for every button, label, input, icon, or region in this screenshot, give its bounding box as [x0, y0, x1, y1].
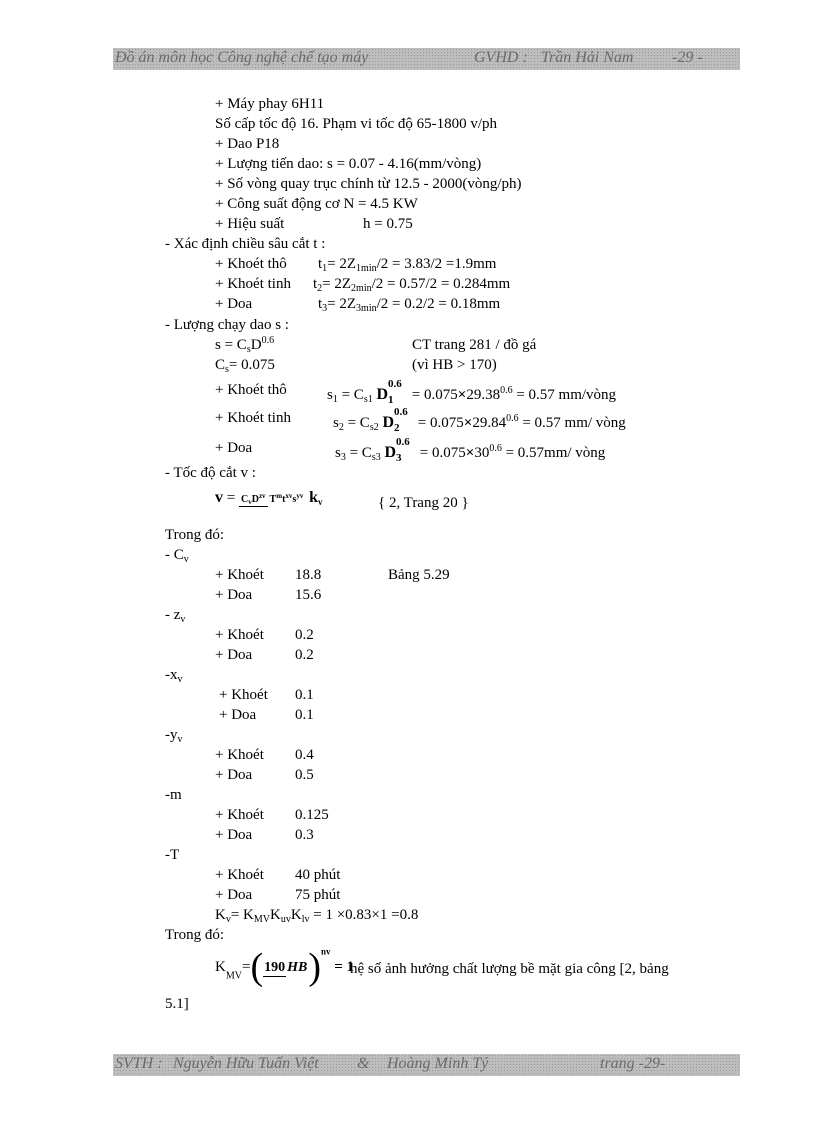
header-gvhd-label: GVHD :	[474, 49, 528, 66]
page-header	[113, 48, 740, 70]
coefficient-value: 75 phút	[295, 887, 341, 903]
coefficient-row: + Doa 0.5	[215, 767, 314, 783]
machine-line: + Số vòng quay trục chính từ 12.5 - 2000(vòng/ph)	[215, 176, 522, 192]
page-footer	[113, 1054, 740, 1076]
footer-student2: Hoàng Minh Tý	[387, 1055, 489, 1072]
coefficient-value: 15.6	[295, 587, 322, 603]
coefficient-heading: $-x_v$	[165, 667, 183, 685]
feed-heading: - Lượng chạy dao s :	[165, 317, 289, 333]
coefficient-row: + Khoét 18.8 Bảng 5.29	[215, 567, 450, 583]
depth-row	[215, 295, 501, 314]
coefficient-row: + Doa 0.1	[219, 707, 314, 723]
machine-line	[215, 215, 413, 233]
depth-row-formula: $t_3= 2Z_{3min}/2 = 0.2/2 = 0.18mm$	[318, 296, 501, 314]
coefficient-row: + Doa 75 phút	[215, 887, 341, 903]
machine-line: + Lượng tiến dao: s = 0.07 - 4.16(mm/vòng)	[215, 156, 482, 172]
trong-do: Trong đó:	[165, 927, 225, 943]
kmv-description-cont: 5.1]	[165, 996, 189, 1012]
depth-row-formula: $t_2= 2Z_{2min}/2 = 0.57/2 = 0.284mm$	[313, 276, 511, 294]
header-page: -29 -	[672, 49, 703, 66]
coefficient-value: 0.5	[295, 767, 314, 783]
coefficient-value: 0.125	[295, 807, 329, 823]
feed-formula: $s = C_sD^{0.6}$ CT trang 281 / đồ gá	[215, 335, 537, 355]
coefficient-heading: - $z_v$	[165, 607, 186, 625]
coefficient-heading: -T	[165, 847, 180, 863]
speed-denominator: $T^mt^{xv}s^{yv}$	[269, 491, 304, 505]
coefficient-value: 0.2	[295, 627, 314, 643]
feed-hb-note: (vì HB > 170)	[412, 357, 497, 373]
footer-svth-label: SVTH :	[115, 1055, 163, 1072]
depth-row	[215, 275, 511, 294]
trong-do: Trong đó:	[165, 527, 225, 543]
coefficient-row: + Khoét 0.2	[215, 627, 314, 643]
footer-student1: Nguyễn Hữu Tuấn Việt	[173, 1055, 319, 1072]
machine-line: + Máy phay 6H11	[215, 96, 325, 112]
hieu-suat-label: + Hiệu suất	[215, 216, 285, 232]
machine-line: + Dao P18	[215, 136, 280, 152]
coefficient-value: 40 phút	[295, 867, 341, 883]
coefficient-heading: - $C_v$	[165, 547, 189, 565]
header-title: Đồ án môn học Công nghệ chế tạo máy	[115, 49, 369, 66]
depth-row-label: + Doa	[215, 296, 253, 312]
hieu-suat-value: h = 0.75	[363, 216, 413, 232]
depth-row	[215, 255, 497, 274]
footer-amp: &	[357, 1055, 370, 1072]
depth-row-label: + Khoét tinh	[215, 276, 291, 292]
coefficient-heading: $-y_v$	[165, 727, 183, 745]
coefficient-row: + Doa 0.3	[215, 827, 314, 843]
coefficient-value: 0.4	[295, 747, 314, 763]
coefficient-value: 0.3	[295, 827, 314, 843]
footer-page: trang -29-	[600, 1055, 666, 1072]
feed-ct-ref: CT trang 281 / đồ gá	[412, 337, 537, 353]
kmv-formula: $K_{MV}=(190$ HB)$^{nv}$ = 1 hệ số ảnh hưởng chất lượng bề mặt gia công [2, bảng	[215, 946, 669, 988]
coefficient-row: + Khoét 0.1	[219, 687, 314, 703]
header-gvhd-name: Trần Hải Nam	[541, 49, 634, 66]
coefficient-row: + Khoét 0.4	[215, 747, 314, 763]
machine-line: Số cấp tốc độ 16. Phạm vi tốc độ 65-1800 v/ph	[215, 116, 498, 132]
coefficient-row: + Doa 15.6	[215, 587, 322, 603]
speed-formula: $v = C_vD^{zv}$ $T^mt^{xv}s^{yv}$ $k_v$ { 2, Trang 20 }	[215, 488, 469, 511]
feed-row: + Khoét tinh $s_2 = C_{s2}$ D 0.6 2 = $0.075\times 29.84^{0.6} = 0.57$ mm/ vòng	[215, 406, 626, 434]
coefficient-row: + Khoét 40 phút	[215, 867, 341, 883]
kmv-description: hệ số ảnh hưởng chất lượng bề mặt gia công [2, bảng	[350, 961, 669, 977]
coefficient-row: + Doa 0.2	[215, 647, 314, 663]
feed-cs: $C_s= 0.075$ (vì HB > 170)	[215, 357, 497, 375]
speed-ref: { 2, Trang 20 }	[378, 495, 469, 511]
feed-row: + Doa $s_3 = C_{s3}$ D 0.6 3 = $0.075\times 30^{0.6} = 0.57mm/$ vòng	[215, 436, 606, 464]
speed-kv: $k_v$	[309, 488, 323, 507]
coefficient-value: 18.8	[295, 567, 322, 583]
coefficient-value: 0.1	[295, 707, 314, 723]
kv-line: $K_v= K_{MV}K_{uv}K_{lv} = 1 \times 0.83\times 1 =0.8$	[215, 907, 419, 925]
coefficient-value: 0.2	[295, 647, 314, 663]
depth-row-formula: $t_1= 2Z_{1min}/2 = 3.83/2 =1.9mm$	[318, 256, 497, 274]
depth-heading: - Xác định chiều sâu cắt t :	[165, 236, 326, 252]
machine-line: + Công suất động cơ N = 4.5 KW	[215, 196, 418, 212]
depth-row-label: + Khoét thô	[215, 256, 287, 272]
coefficient-ref: Bảng 5.29	[388, 567, 450, 583]
feed-row: + Khoét thô $s_1 = C_{s1}$ D 0.6 1 = $0.075\times 29.38^{0.6} = 0.57$ mm/vòng	[215, 378, 617, 406]
coefficient-value: 0.1	[295, 687, 314, 703]
speed-numerator: $C_vD^{zv}$	[240, 491, 266, 506]
coefficient-row: + Khoét 0.125	[215, 807, 329, 823]
speed-heading: - Tốc độ cắt v :	[165, 465, 256, 481]
coefficient-heading: -m	[165, 787, 182, 803]
